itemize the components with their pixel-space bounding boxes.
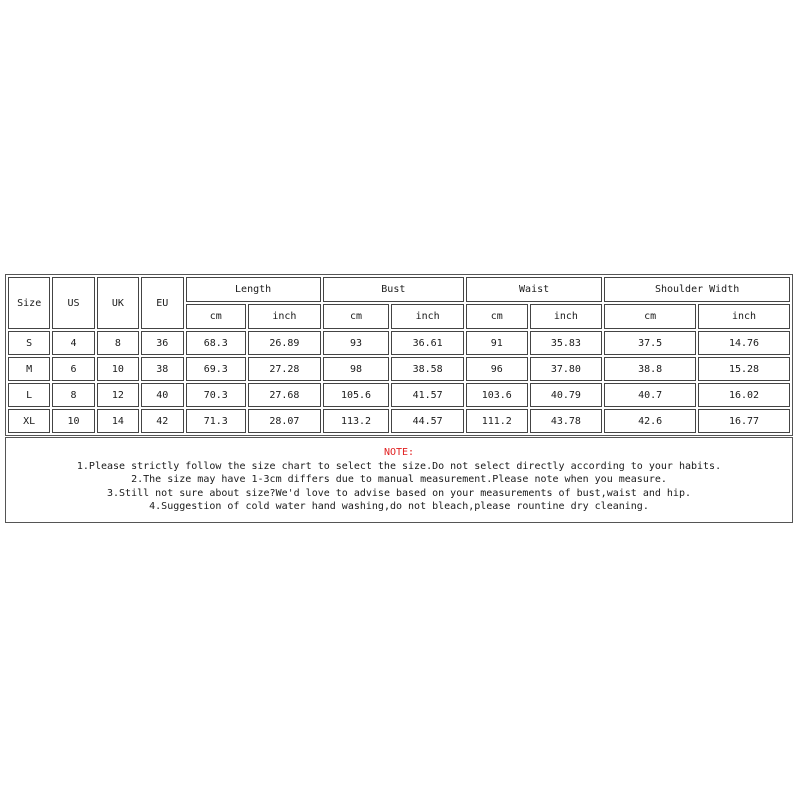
- cell-bust-inch: 41.57: [391, 383, 464, 407]
- cell-eu: 40: [141, 383, 183, 407]
- header-row: [8, 277, 790, 302]
- cell-bust-cm: 113.2: [323, 409, 390, 433]
- note-line: 1.Please strictly follow the size chart to select the size.Do not select directly according to your habits.: [76, 460, 722, 472]
- unit-shoulder-inch: inch: [698, 304, 790, 329]
- cell-shoulder-inch: 15.28: [698, 357, 790, 381]
- header-uk: UK: [97, 277, 139, 329]
- cell-waist-cm: 111.2: [466, 409, 528, 433]
- header-size: Size: [8, 277, 50, 329]
- cell-length-inch: 28.07: [248, 409, 321, 433]
- cell-eu: 38: [141, 357, 183, 381]
- cell-shoulder-cm: 38.8: [604, 357, 696, 381]
- table-row: [8, 409, 790, 433]
- unit-length-inch: inch: [248, 304, 321, 329]
- header-shoulder-width: Shoulder Width: [604, 277, 790, 302]
- cell-eu: 42: [141, 409, 183, 433]
- unit-bust-cm: cm: [323, 304, 390, 329]
- cell-size: XL: [8, 409, 50, 433]
- cell-waist-inch: 37.80: [530, 357, 603, 381]
- note-line: 4.Suggestion of cold water hand washing,do not bleach,please rountine dry cleaning.: [149, 501, 649, 512]
- cell-length-inch: 27.28: [248, 357, 321, 381]
- cell-us: 6: [52, 357, 94, 381]
- size-chart: [5, 274, 793, 523]
- cell-uk: 14: [97, 409, 139, 433]
- cell-shoulder-cm: 42.6: [604, 409, 696, 433]
- unit-shoulder-cm: cm: [604, 304, 696, 329]
- unit-bust-inch: inch: [391, 304, 464, 329]
- header-length: Length: [186, 277, 321, 302]
- table-row: [8, 331, 790, 355]
- cell-length-cm: 71.3: [186, 409, 247, 433]
- header-waist: Waist: [466, 277, 602, 302]
- cell-length-cm: 68.3: [186, 331, 247, 355]
- cell-shoulder-inch: 16.77: [698, 409, 790, 433]
- cell-waist-cm: 91: [466, 331, 528, 355]
- cell-length-inch: 26.89: [248, 331, 321, 355]
- cell-us: 8: [52, 383, 94, 407]
- cell-bust-inch: 44.57: [391, 409, 464, 433]
- cell-bust-cm: 93: [323, 331, 390, 355]
- cell-uk: 10: [97, 357, 139, 381]
- cell-bust-inch: 36.61: [391, 331, 464, 355]
- cell-us: 4: [52, 331, 94, 355]
- cell-size: S: [8, 331, 50, 355]
- note-box: [5, 437, 793, 523]
- cell-waist-cm: 96: [466, 357, 528, 381]
- unit-waist-inch: inch: [530, 304, 603, 329]
- cell-bust-cm: 105.6: [323, 383, 390, 407]
- cell-waist-inch: 40.79: [530, 383, 603, 407]
- cell-waist-inch: 43.78: [530, 409, 603, 433]
- cell-size: L: [8, 383, 50, 407]
- cell-waist-cm: 103.6: [466, 383, 528, 407]
- cell-length-cm: 69.3: [186, 357, 247, 381]
- cell-length-inch: 27.68: [248, 383, 321, 407]
- cell-uk: 8: [97, 331, 139, 355]
- header-eu: EU: [141, 277, 183, 329]
- header-bust: Bust: [323, 277, 464, 302]
- size-table: [5, 274, 793, 436]
- cell-shoulder-cm: 40.7: [604, 383, 696, 407]
- unit-waist-cm: cm: [466, 304, 528, 329]
- cell-size: M: [8, 357, 50, 381]
- note-line: 2.The size may have 1-3cm differs due to manual measurement.Please note when you measure.: [131, 474, 667, 485]
- cell-bust-cm: 98: [323, 357, 390, 381]
- cell-shoulder-cm: 37.5: [604, 331, 696, 355]
- cell-length-cm: 70.3: [186, 383, 247, 407]
- unit-length-cm: cm: [186, 304, 247, 329]
- cell-eu: 36: [141, 331, 183, 355]
- note-title: NOTE:: [383, 447, 415, 458]
- header-us: US: [52, 277, 94, 329]
- cell-uk: 12: [97, 383, 139, 407]
- table-row: [8, 383, 790, 407]
- cell-waist-inch: 35.83: [530, 331, 603, 355]
- cell-bust-inch: 38.58: [391, 357, 464, 381]
- note-line: 3.Still not sure about size?We'd love to advise based on your measurements of bust,waist and hip.: [107, 487, 691, 499]
- table-row: [8, 357, 790, 381]
- cell-us: 10: [52, 409, 94, 433]
- cell-shoulder-inch: 16.02: [698, 383, 790, 407]
- cell-shoulder-inch: 14.76: [698, 331, 790, 355]
